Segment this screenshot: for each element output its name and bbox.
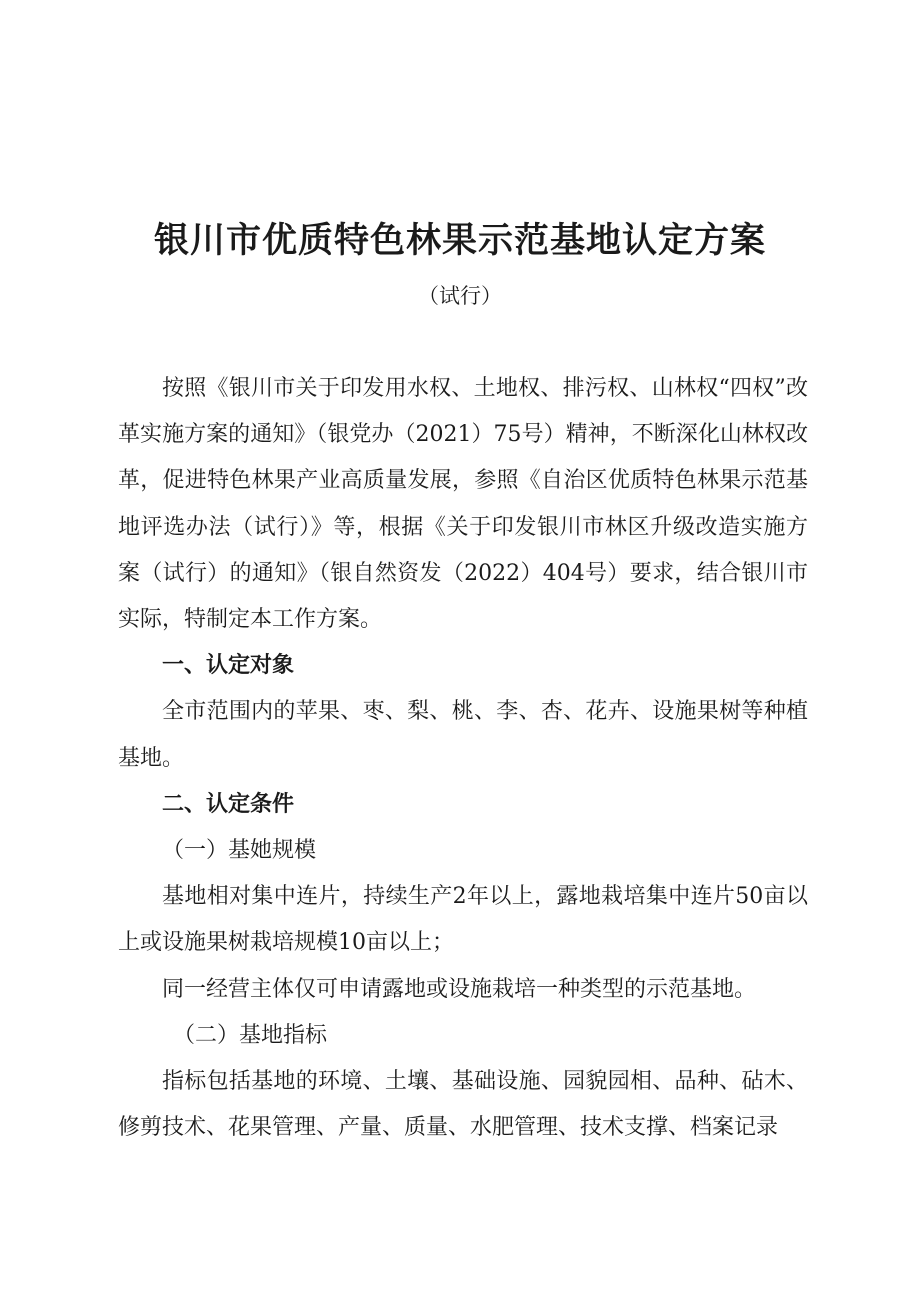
- scale-paragraph: 基地相对集中连片，持续生产2年以上，露地栽培集中连片50亩以上或设施果树栽培规模10亩以上；: [118, 884, 808, 956]
- intro-paragraph: 按照《银川市关于印发用水权、土地权、排污权、山林权“四权”改革实施方案的通知》（银党办（2021）75号）精神，不断深化山林权改革，促进特色林果产业高质量发展，参照《自治区优质特色林果示范基地评选办法（试行）》等，根据《关于印发银川市林区升级改造实施方案（试行）的通知》（银自然资发（2022）404号）要求，结合银川市实际，特制定本工作方案。: [118, 376, 808, 633]
- subsection-heading-indicators: （二）基地指标: [173, 1022, 328, 1048]
- subsection-heading-scale: （一）基她规模: [162, 838, 317, 864]
- section-heading-scope: 一、认定对象: [162, 653, 295, 679]
- section-heading-conditions: 二、认定条件: [162, 791, 295, 817]
- indicators-paragraph: 指标包括基地的环境、土壤、基础设施、园貌园相、品种、砧木、修剪技术、花果管理、产量、质量、水肥管理、技术支撑、档案记录: [118, 1069, 808, 1141]
- document-body: [118, 366, 808, 1151]
- document-subtitle: （试行）: [418, 284, 502, 308]
- scale-note-paragraph: 同一经营主体仅可申请露地或设施栽培一种类型的示范基地。: [162, 976, 757, 1002]
- scope-paragraph: 全市范围内的苹果、枣、梨、桃、李、杏、花卉、设施果树等种植基地。: [118, 699, 808, 771]
- document-title: 银川市优质特色林果示范基地认定方案: [153, 221, 766, 261]
